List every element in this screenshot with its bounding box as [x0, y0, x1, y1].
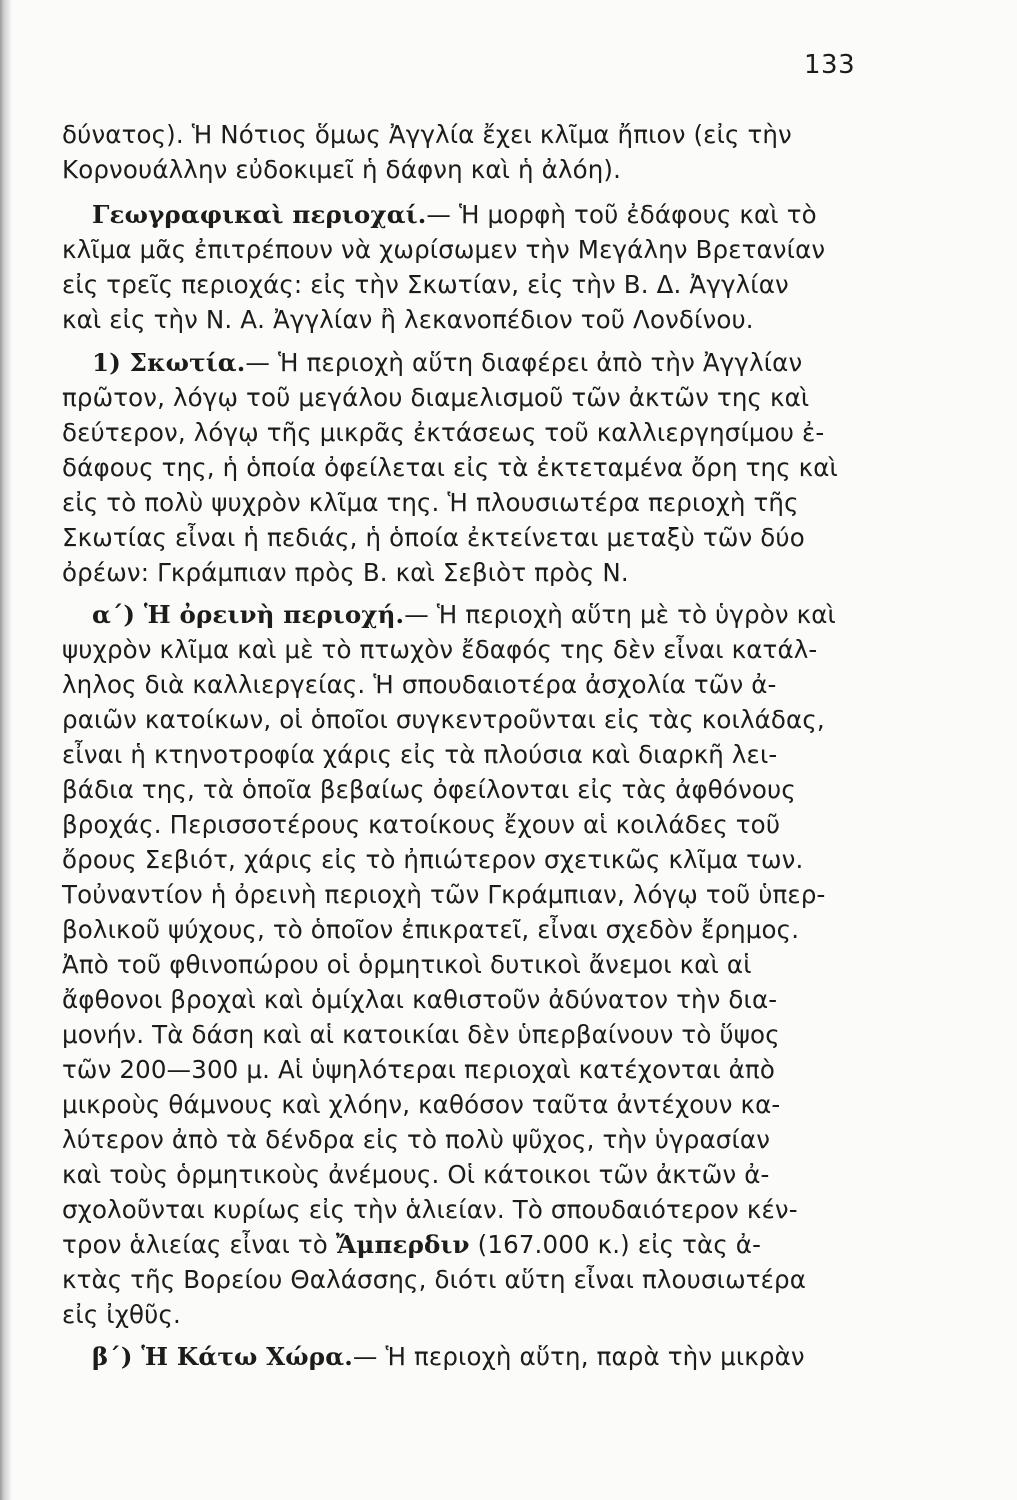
text-line: εἰς τρεῖς περιοχάς: εἰς τὴν Σκωτίαν, εἰς τὴν Β. Δ. Ἀγγλίαν: [62, 270, 789, 299]
text-line: βροχάς. Περισσοτέρους κατοίκους ἔχουν αἱ κοιλάδες τοῦ: [62, 810, 781, 839]
section-heading: Γεωγραφικαὶ περιοχαί.: [92, 200, 427, 229]
text-line-rest: — Ἡ περιοχὴ αὕτη μὲ τὸ ὑγρὸν καὶ: [404, 600, 836, 629]
text-line: δάφους της, ἡ ὁποία ὀφείλεται εἰς τὰ ἐκτεταμένα ὄρη της καὶ: [62, 453, 838, 482]
text-line: Σκωτίας εἶναι ἡ πεδιάς, ἡ ὁποία ἐκτείνεται μεταξὺ τῶν δύο: [62, 523, 805, 552]
text-line: δύνατος). Ἡ Νότιος ὅμως Ἀγγλία ἔχει κλῖμα ἤπιον (εἰς τὴν: [62, 120, 792, 149]
text-line: ραιῶν κατοίκων, οἱ ὁποῖοι συγκεντροῦνται εἰς τὰς κοιλάδας,: [62, 705, 825, 734]
text-line: κλῖμα μᾶς ἐπιτρέπουν νὰ χωρίσωμεν τὴν Μεγάλην Βρετανίαν: [62, 235, 826, 264]
page-binding-edge: [0, 0, 12, 1500]
text-line: εἶναι ἡ κτηνοτροφία χάρις εἰς τὰ πλούσια καὶ διαρκῆ λει-: [62, 740, 778, 769]
text-line-rest: — Ἡ περιοχὴ αὕτη διαφέρει ἀπὸ τὴν Ἀγγλίαν: [245, 348, 803, 377]
text-line: κτὰς τῆς Βορείου Θαλάσσης, διότι αὕτη εἶναι πλουσιωτέρα: [62, 1265, 807, 1294]
text-line: ἄφθονοι βροχαὶ καὶ ὁμίχλαι καθιστοῦν ἀδύνατον τὴν δια-: [62, 985, 778, 1014]
text-line: σχολοῦνται κυρίως εἰς τὴν ἁλιείαν. Τὸ σπουδαιότερον κέν-: [62, 1195, 798, 1224]
text-line: Ἀπὸ τοῦ φθινοπώρου οἱ ὁρμητικοὶ δυτικοὶ ἄνεμοι καὶ αἱ: [62, 950, 752, 979]
text-line-rest: (167.000 κ.) εἰς τὰς ἀ-: [477, 1230, 762, 1259]
text-line: βάδια της, τὰ ὁποῖα βεβαίως ὀφείλονται εἰς τὰς ἀφθόνους: [62, 775, 796, 804]
text-line: [62, 598, 836, 632]
text-line: δεύτερον, λόγῳ τῆς μικρᾶς ἐκτάσεως τοῦ καλλιεργησίμου ἐ-: [62, 418, 825, 447]
text-line: Κορνουάλλην εὐδοκιμεῖ ἡ δάφνη καὶ ἡ ἀλόη).: [62, 155, 622, 184]
text-line-start: τρον ἁλιείας εἶναι τὸ: [62, 1230, 328, 1259]
text-line: τῶν 200—300 μ. Αἱ ὑψηλότεραι περιοχαὶ κατέχονται ἀπὸ: [62, 1055, 775, 1084]
text-line: ψυχρὸν κλῖμα καὶ μὲ τὸ πτωχὸν ἔδαφός της δὲν εἶναι κατάλ-: [62, 635, 818, 664]
text-line: καὶ εἰς τὴν Ν. Α. Ἀγγλίαν ἢ λεκανοπέδιον τοῦ Λονδίνου.: [62, 305, 754, 334]
text-line: εἰς τὸ πολὺ ψυχρὸν κλῖμα της. Ἡ πλουσιωτέρα περιοχὴ τῆς: [62, 488, 799, 517]
text-line: μικροὺς θάμνους καὶ χλόην, καθόσον ταῦτα ἀντέχουν κα-: [62, 1090, 781, 1119]
text-line: καὶ τοὺς ὁρμητικοὺς ἀνέμους. Οἱ κάτοικοι τῶν ἀκτῶν ἀ-: [62, 1160, 770, 1189]
text-line: πρῶτον, λόγῳ τοῦ μεγάλου διαμελισμοῦ τῶν ἀκτῶν της καὶ: [62, 383, 810, 412]
subsection-heading: 1) Σκωτία.: [92, 348, 246, 377]
text-line: [62, 346, 802, 380]
text-line: [62, 1340, 805, 1374]
subsection-heading: α΄) Ἡ ὀρεινὴ περιοχή.: [92, 600, 405, 629]
text-line: [62, 1228, 761, 1262]
text-line: Τοὐναντίον ἡ ὀρεινὴ περιοχὴ τῶν Γκράμπιαν, λόγῳ τοῦ ὑπερ-: [62, 880, 826, 909]
place-name-aberdeen: Ἄμπερδιν: [335, 1230, 470, 1259]
text-line: βολικοῦ ψύχους, τὸ ὁποῖον ἐπικρατεῖ, εἶναι σχεδὸν ἔρημος.: [62, 915, 800, 944]
text-line: μονήν. Τὰ δάση καὶ αἱ κατοικίαι δὲν ὑπερβαίνουν τὸ ὕψος: [62, 1020, 780, 1049]
text-line: λύτερον ἀπὸ τὰ δένδρα εἰς τὸ πολὺ ψῦχος, τὴν ὑγρασίαν: [62, 1125, 771, 1154]
page-number: 133: [804, 50, 856, 80]
text-line: ὀρέων: Γκράμπιαν πρὸς Β. καὶ Σεβιὸτ πρὸς Ν.: [62, 558, 629, 587]
text-line-rest: — Ἡ μορφὴ τοῦ ἐδάφους καὶ τὸ: [426, 200, 817, 229]
text-line: ὄρους Σεβιότ, χάρις εἰς τὸ ἠπιώτερον σχετικῶς κλῖμα των.: [62, 845, 804, 874]
text-line: [62, 198, 817, 232]
text-line: ληλος διὰ καλλιεργείας. Ἡ σπουδαιοτέρα ἀσχολία τῶν ἀ-: [62, 670, 777, 699]
text-line-rest: — Ἡ περιοχὴ αὕτη, παρὰ τὴν μικρὰν: [352, 1342, 805, 1371]
subsection-heading: β΄) Ἡ Κάτω Χώρα.: [92, 1342, 353, 1371]
text-line: εἰς ἰχθῦς.: [62, 1300, 181, 1329]
